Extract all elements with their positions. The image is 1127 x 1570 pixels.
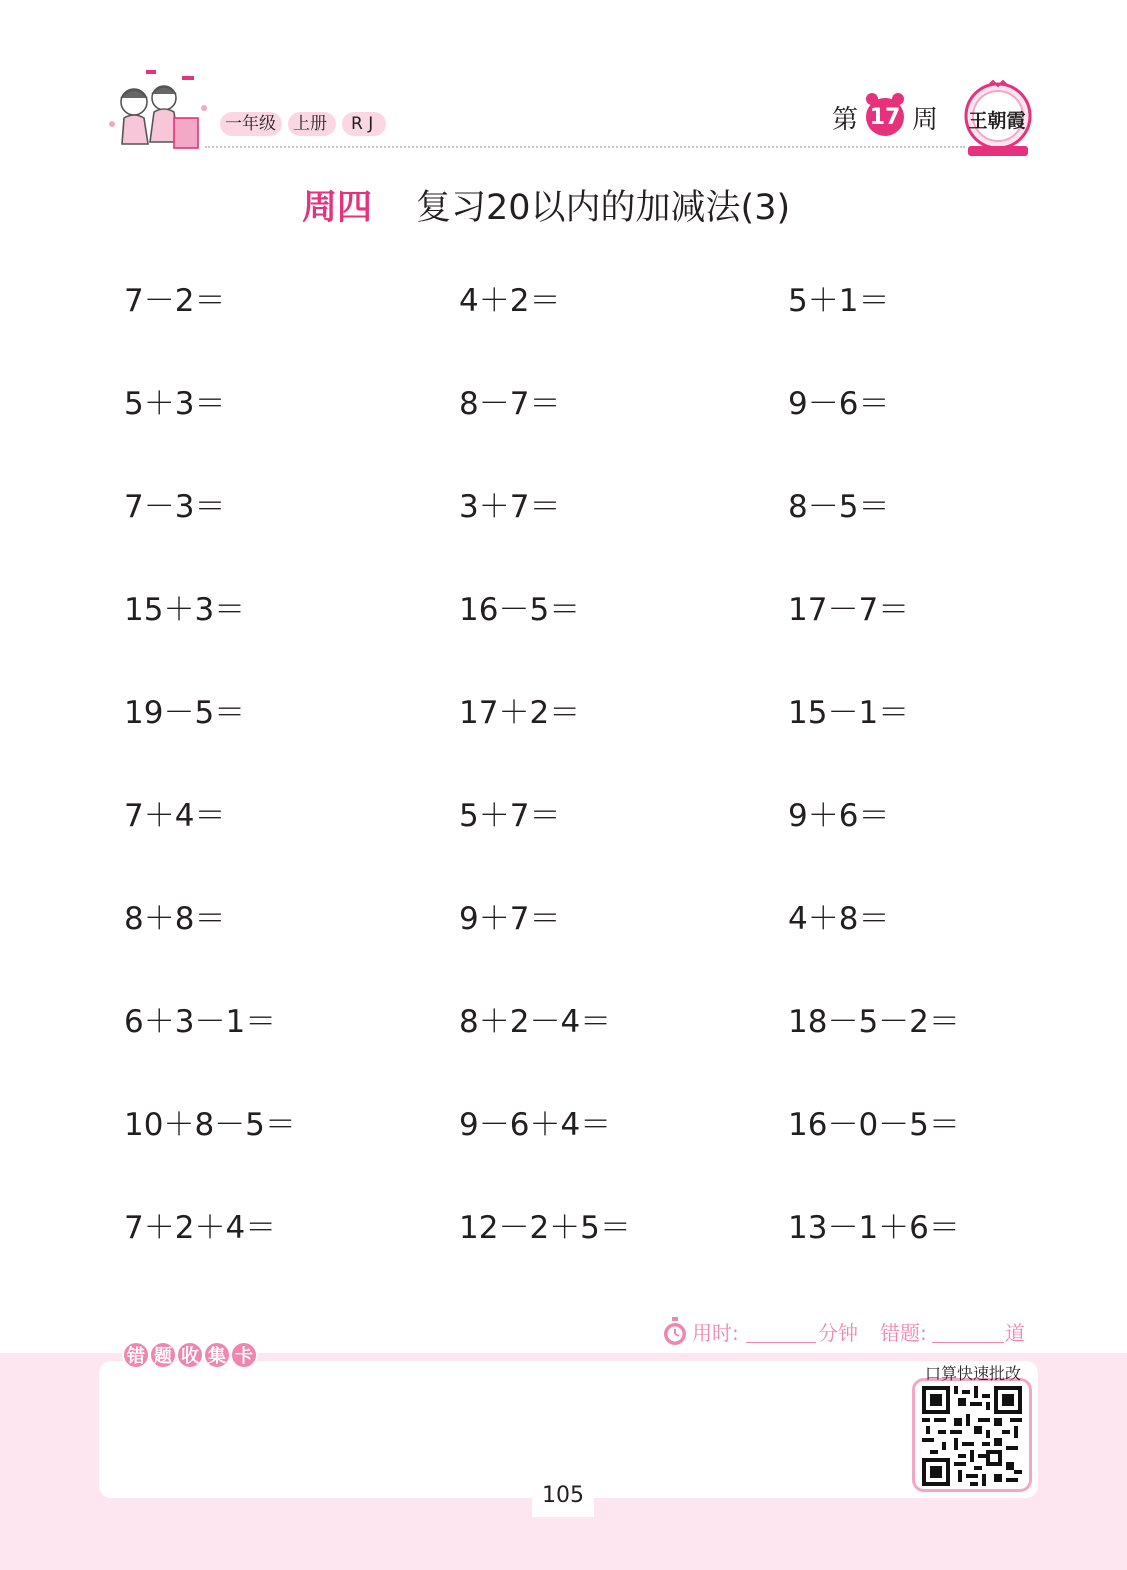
problem: 3＋7＝	[459, 489, 561, 525]
problem: 7－2＝	[124, 283, 226, 319]
problem: 8＋2－4＝	[459, 1004, 612, 1040]
problem: 8－5＝	[788, 489, 890, 525]
children-illustration	[104, 68, 214, 160]
problem: 4＋2＝	[459, 283, 561, 319]
problem: 16－0－5＝	[788, 1107, 960, 1143]
problem: 17＋2＝	[459, 695, 581, 731]
card-title-char: 集	[203, 1341, 231, 1369]
problem: 18－5－2＝	[788, 1004, 960, 1040]
stopwatch-icon	[661, 1317, 689, 1347]
week-suffix: 周	[912, 105, 939, 135]
qr-label: 口算快速批改	[924, 1364, 1021, 1383]
errors-blank[interactable]	[932, 1342, 1004, 1343]
problem: 8－7＝	[459, 386, 561, 422]
problem: 4＋8＝	[788, 901, 890, 937]
problem: 19－5＝	[124, 695, 246, 731]
qr-code-icon[interactable]	[921, 1386, 1023, 1486]
errors-unit: 道	[1005, 1321, 1025, 1345]
errors-label: 错题:	[880, 1321, 927, 1345]
time-unit: 分钟	[818, 1321, 858, 1345]
problem: 5＋1＝	[788, 283, 890, 319]
problem: 12－2＋5＝	[459, 1210, 631, 1246]
problem: 16－5＝	[459, 592, 581, 628]
card-title-char: 卡	[230, 1341, 258, 1369]
grade-tag: 一年级	[225, 114, 276, 134]
problem: 5＋7＝	[459, 798, 561, 834]
day-label: 周四	[302, 188, 373, 228]
problem: 7－3＝	[124, 489, 226, 525]
page-number: 105	[542, 1483, 584, 1508]
problem: 8＋8＝	[124, 901, 226, 937]
card-title-char: 题	[149, 1341, 177, 1369]
problem: 15－1＝	[788, 695, 910, 731]
time-label: 用时:	[692, 1321, 739, 1345]
week-prefix: 第	[832, 105, 859, 135]
header-divider	[205, 146, 965, 148]
brand-logo-text: 王朝霞	[968, 110, 1026, 132]
problem: 7＋2＋4＝	[124, 1210, 277, 1246]
edition-tag: R J	[351, 114, 374, 134]
problem: 7＋4＝	[124, 798, 226, 834]
problem: 6＋3－1＝	[124, 1004, 277, 1040]
page-title: 复习20以内的加减法(3)	[416, 188, 791, 228]
week-number-badge: 17	[866, 98, 904, 136]
volume-tag: 上册	[293, 114, 327, 134]
problem: 10＋8－5＝	[124, 1107, 296, 1143]
problem: 9－6＝	[788, 386, 890, 422]
problem: 13－1＋6＝	[788, 1210, 960, 1246]
problem: 9－6＋4＝	[459, 1107, 612, 1143]
problem: 17－7＝	[788, 592, 910, 628]
problem: 15＋3＝	[124, 592, 246, 628]
problem: 9＋7＝	[459, 901, 561, 937]
card-title-char: 收	[176, 1341, 204, 1369]
problem: 9＋6＝	[788, 798, 890, 834]
time-blank[interactable]	[746, 1342, 816, 1343]
mistake-card-title	[122, 1341, 257, 1371]
problem: 5＋3＝	[124, 386, 226, 422]
card-title-char: 错	[122, 1341, 150, 1369]
